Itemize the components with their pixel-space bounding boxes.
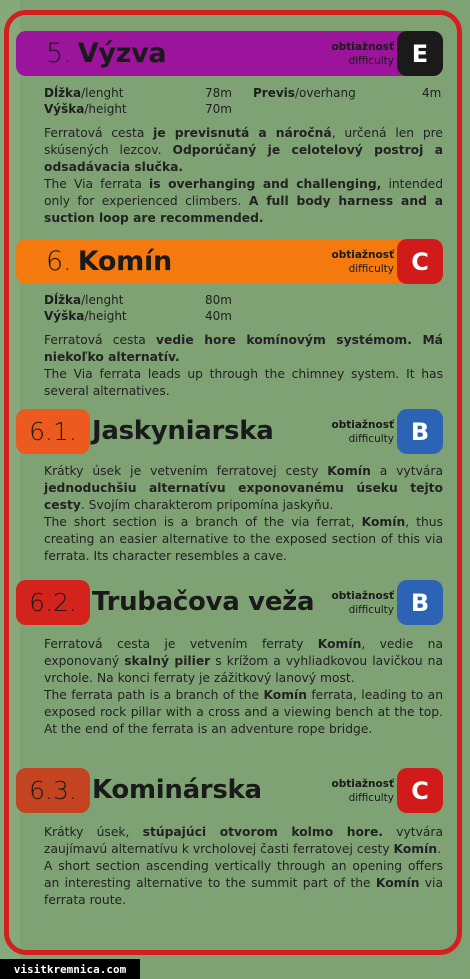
section-description bbox=[44, 636, 443, 738]
section-number-box: 6.2. bbox=[16, 580, 90, 625]
description-sk: Krátky úsek, stúpajúci otvorom kolmo hore. vytvára zaujímavú alternatívu k vrcholovej časti ferratovej cesty Komín. bbox=[44, 825, 443, 856]
section-title: Komín bbox=[77, 246, 172, 277]
description-en: The short section is a branch of the via ferrat, Komín, thus creating an easier alternative to the exposed section of this via ferrata. Its character resembles a cave. bbox=[44, 515, 443, 563]
description-en: A short section ascending vertically through an opening offers an interesting alternative to the summit part of the Komín via ferrata route. bbox=[44, 859, 443, 907]
description-en: The Via ferrata leads up through the chimney system. It has several alternatives. bbox=[44, 367, 443, 398]
difficulty-label: obtiažnosť difficulty bbox=[331, 778, 394, 804]
description-sk: Ferratová cesta vedie hore komínovým systémom. Má niekoľko alternatív. bbox=[44, 333, 443, 364]
section-title: Trubačova veža bbox=[92, 587, 315, 617]
description-en: The ferrata path is a branch of the Komín ferrata, leading to an exposed rock pillar with a cross and a viewing bench at the top. At the end of the ferrata is an adventure rope bridge. bbox=[44, 688, 443, 736]
section-title: Výzva bbox=[77, 38, 167, 69]
height-value: 70m bbox=[205, 102, 232, 116]
difficulty-label: obtiažnosť difficulty bbox=[331, 419, 394, 445]
difficulty-grade-badge: E bbox=[397, 31, 443, 76]
length-value: 78m bbox=[205, 86, 232, 100]
section-title: Kominárska bbox=[92, 775, 262, 805]
difficulty-label: obtiažnosť difficulty bbox=[331, 249, 394, 275]
length-value: 80m bbox=[205, 293, 232, 307]
difficulty-grade-badge: C bbox=[397, 239, 443, 284]
difficulty-label: obtiažnosť difficulty bbox=[331, 41, 394, 67]
section-description bbox=[44, 824, 443, 909]
difficulty-label: obtiažnosť difficulty bbox=[331, 590, 394, 616]
description-sk: Krátky úsek je vetvením ferratovej cesty Komín a vytvára jednoduchšiu alternatívu exponovanému úseku tejto cesty. Svojím charakterom pripomína jaskyňu. bbox=[44, 464, 444, 512]
section-description bbox=[44, 463, 443, 565]
section-title: Jaskyniarska bbox=[92, 416, 274, 446]
description-sk: Ferratová cesta je vetvením ferraty Komín, vedie na exponovaný skalný pilier s krížom a vyhliadkovou lavičkou na vrchole. Na konci ferraty je zážitkový lanový most. bbox=[44, 637, 444, 685]
height-value: 40m bbox=[205, 309, 232, 323]
section-number: 6. bbox=[46, 246, 72, 277]
overhang-value: 4m bbox=[422, 86, 442, 100]
description-en: The Via ferrata is overhanging and challenging, intended only for experienced climbers. A full body harness and a suction loop are recommended. bbox=[44, 177, 444, 225]
difficulty-grade-badge: B bbox=[397, 580, 443, 625]
section-number-box: 6.1. bbox=[16, 409, 90, 454]
difficulty-grade-badge: C bbox=[397, 768, 443, 813]
website-link[interactable]: visitkremnica.com bbox=[0, 959, 140, 979]
section-description bbox=[44, 332, 443, 400]
difficulty-grade-badge: B bbox=[397, 409, 443, 454]
section-number: 5. bbox=[46, 38, 72, 69]
section-stats: Dĺžka/lenght 80m Výška/height 40m bbox=[44, 293, 232, 323]
description-sk: Ferratová cesta je previsnutá a náročná, určená len pre skúsených lezcov. Odporúčaný je celotelový postroj a odsadávacia slučka. bbox=[44, 126, 443, 174]
section-number-box: 6.3. bbox=[16, 768, 90, 813]
section-description bbox=[44, 125, 443, 227]
section-stats: Dĺžka/lenght 78m Previs/overhang 4m Výška/height 70m bbox=[44, 86, 442, 116]
